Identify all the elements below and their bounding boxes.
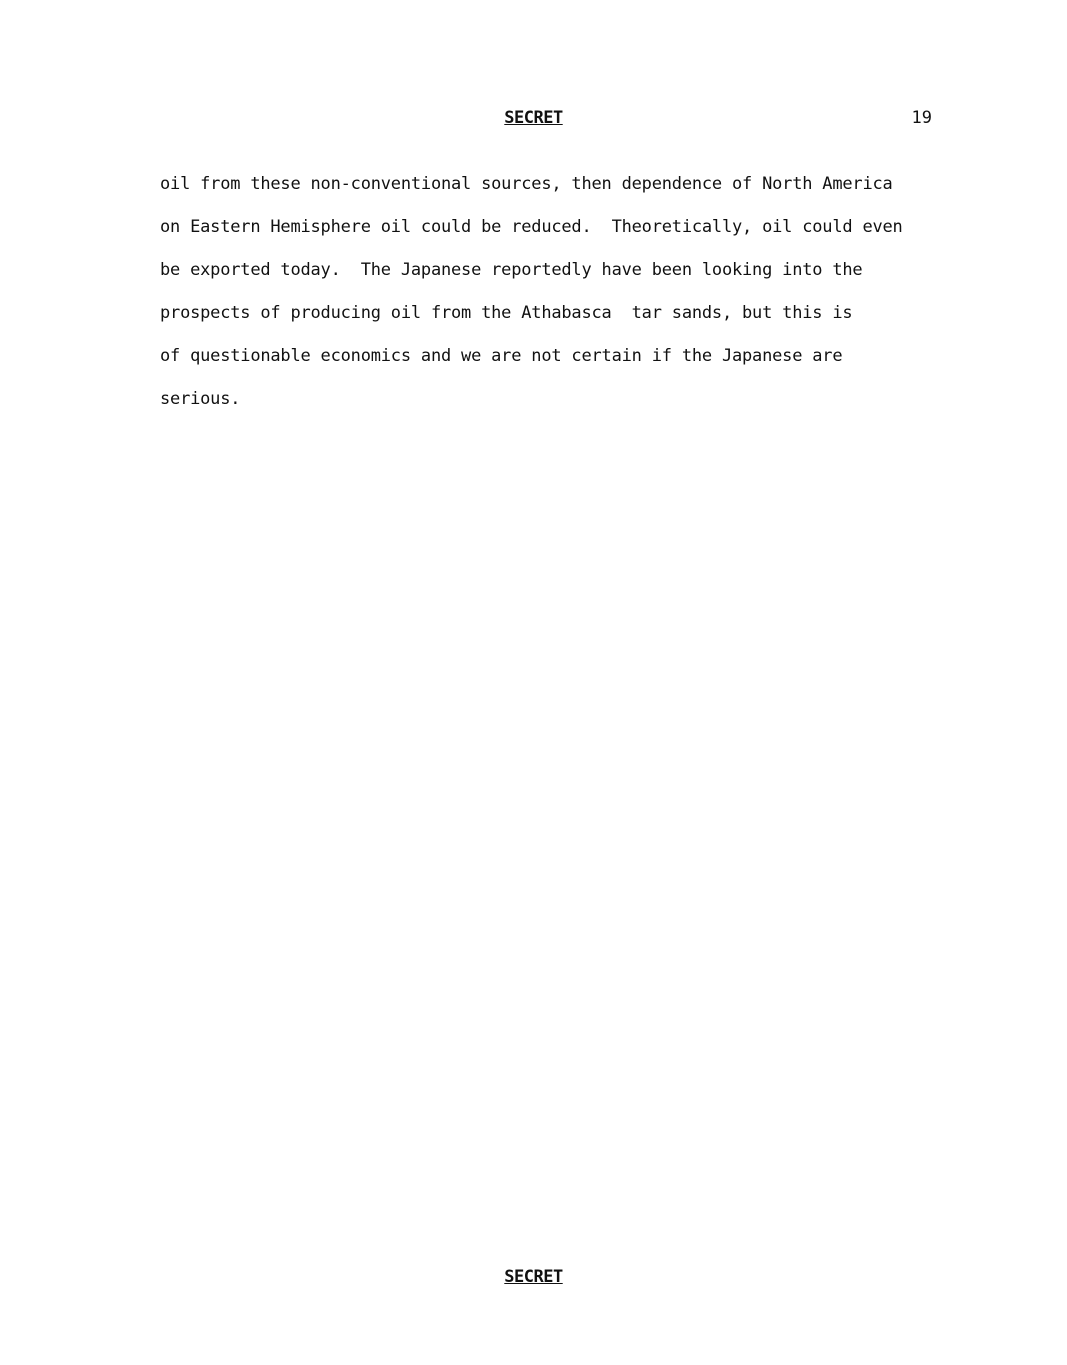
page-number: 19 xyxy=(911,108,932,128)
text-line: on Eastern Hemisphere oil could be reduced. Theoretically, oil could even xyxy=(160,217,903,237)
text-line: oil from these non-conventional sources, then dependence of North America xyxy=(160,174,893,194)
text-line: serious. xyxy=(160,389,241,409)
text-line: of questionable economics and we are not certain if the Japanese are xyxy=(160,346,843,366)
header-classification-marking: SECRET xyxy=(504,108,563,128)
text-line: prospects of producing oil from the Athabasca tar sands, but this is xyxy=(160,303,853,323)
footer-classification-marking: SECRET xyxy=(504,1267,563,1287)
text-line: be exported today. The Japanese reportedly have been looking into the xyxy=(160,260,863,280)
body-paragraph xyxy=(160,170,960,428)
